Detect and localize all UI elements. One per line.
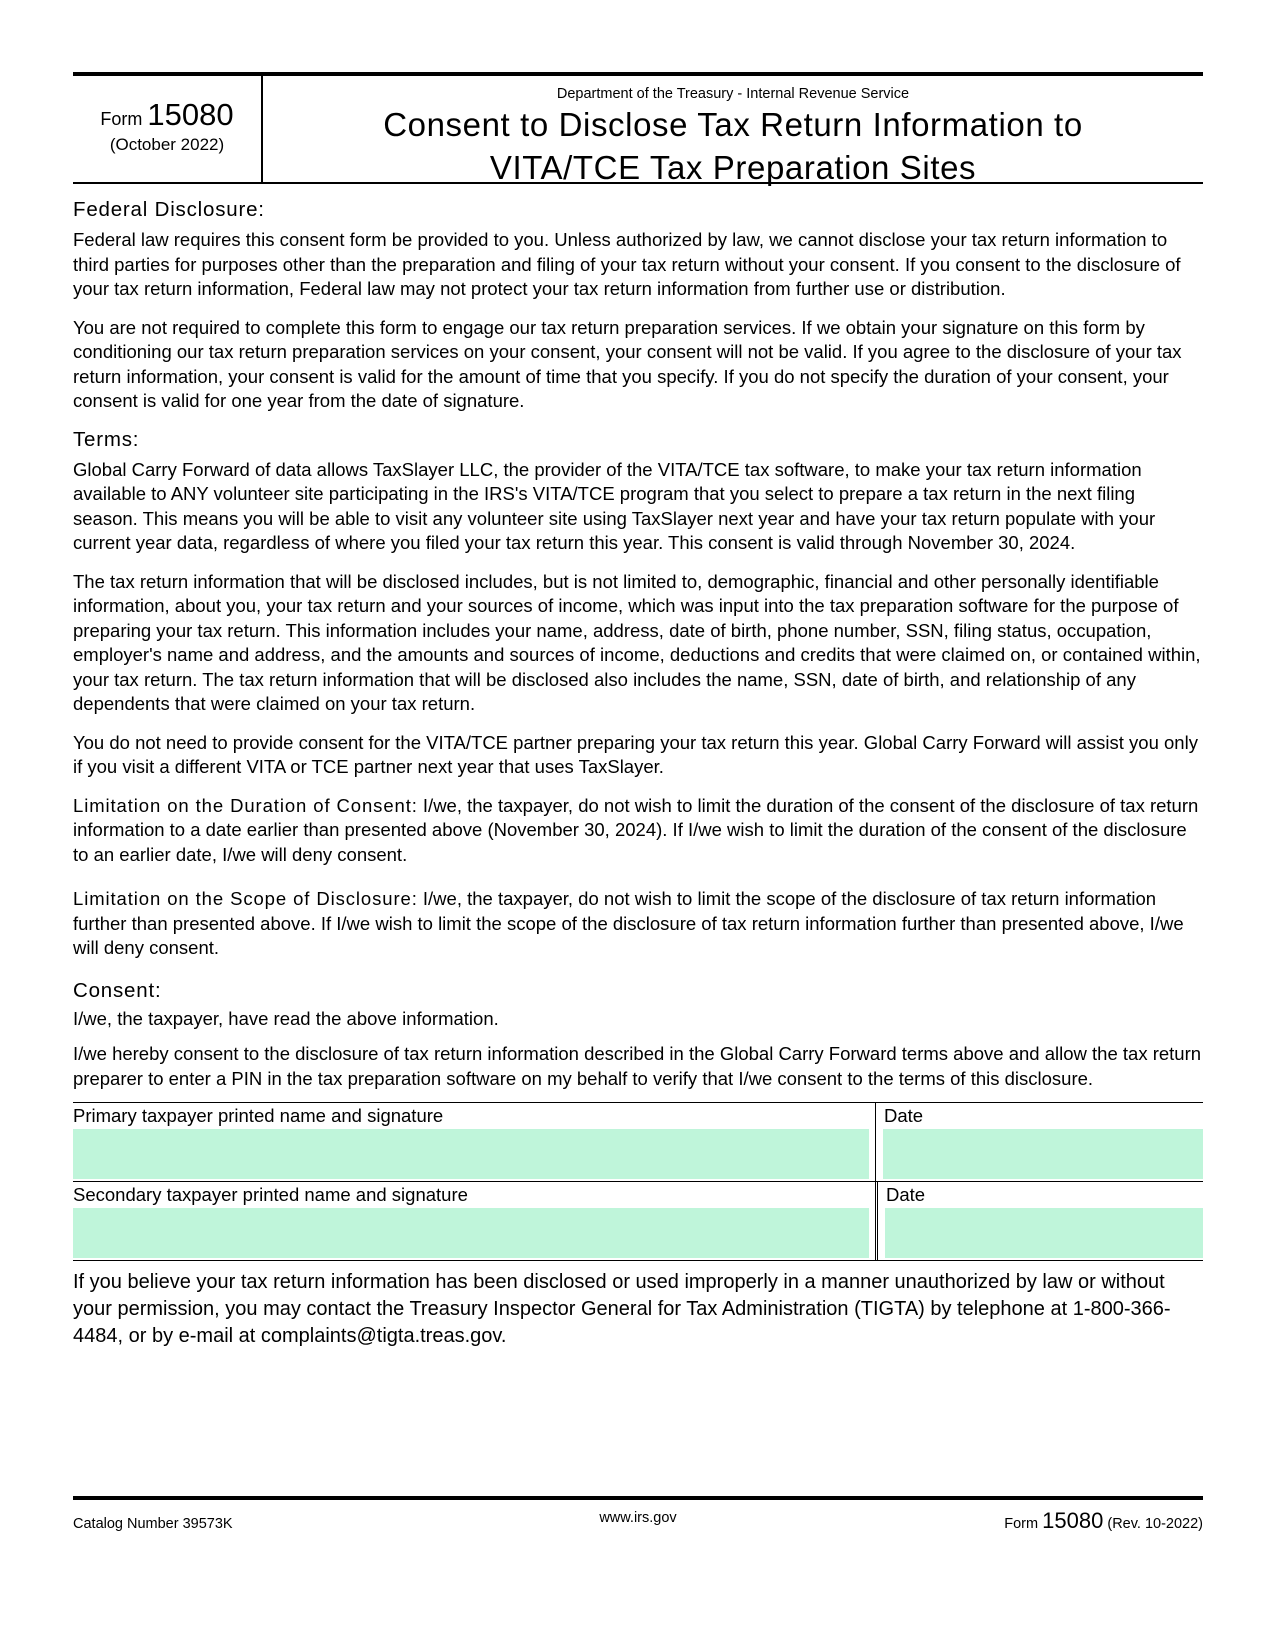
form-number: 15080 [147, 97, 234, 132]
federal-disclosure-heading: Federal Disclosure: [73, 198, 265, 221]
terms-heading: Terms: [73, 427, 140, 451]
federal-paragraph-2: You are not required to complete this form to engage our tax return preparation services. If we obtain your signature on this form by conditioning our tax return preparation services on your consent, your consent will not be valid. If you agree to the disclosure of your tax return information, your consent is valid for the amount of time that you specify. If you do not specify the duration of your consent, your consent is valid for one year from the date of signature. [73, 316, 1182, 411]
duration-limitation [73, 794, 1203, 868]
tigta-notice: If you believe your tax return information has been disclosed or used improperly in a manner unauthorized by law or without your permission, you may contact the Treasury Inspector General for Tax Administration (TIGTA) by telephone at 1-800-366-4484, or by e-mail at complaints@tigta.treas.gov. [73, 1271, 1171, 1347]
website: www.irs.gov [599, 1510, 677, 1526]
primary-signature-cell [73, 1103, 876, 1181]
form-date: (October 2022) [109, 135, 225, 154]
form-word: Form [100, 109, 143, 129]
duration-limitation-heading: Limitation on the Duration of Consent: [73, 794, 418, 816]
terms-paragraph-3: You do not need to provide consent for the VITA/TCE partner preparing your tax return this year. Global Carry Forward will assist you only if you visit a different VITA or TCE partner next year that uses TaxSlayer. [73, 731, 1198, 777]
scope-limitation-heading: Limitation on the Scope of Disclosure: [73, 888, 418, 909]
footer-form-number: 15080 [1042, 1508, 1104, 1533]
primary-date-cell [876, 1103, 1203, 1181]
consent-paragraph-1: I/we, the taxpayer, have read the above information. [73, 1007, 499, 1029]
secondary-date-field[interactable] [885, 1208, 1203, 1258]
primary-date-label: Date [884, 1105, 924, 1126]
primary-signature-row [73, 1103, 1203, 1182]
form-page [73, 72, 1203, 1350]
agency-name: Department of the Treasury - Internal Revenue Service [556, 86, 910, 102]
form-title-line2: VITA/TCE Tax Preparation Sites [489, 149, 977, 186]
federal-paragraph-1: Federal law requires this consent form be provided to you. Unless authorized by law, we cannot disclose your tax return information to third parties for purposes other than the preparation and filing of your tax return without your consent. If you consent to the disclosure of your tax return information, Federal law may not protect your tax return information from further use or distribution. [73, 229, 1181, 299]
footer-form-word: Form [1004, 1516, 1039, 1532]
consent-heading: Consent: [73, 978, 162, 1002]
primary-date-field[interactable] [883, 1129, 1203, 1179]
consent-paragraph-2: I/we hereby consent to the disclosure of tax return information described in the Global Carry Forward terms above and allow the tax return preparer to enter a PIN in the tax preparation software on my behalf to verify that I/we consent to the terms of this disclosure. [73, 1043, 1202, 1089]
scope-limitation-text: I/we, the taxpayer, do not wish to limit the scope of the disclosure of tax return information further than presented above. If I/we wish to limit the scope of the disclosure of tax return information further than presented above, I/we will deny consent. [73, 888, 1184, 958]
secondary-signature-label: Secondary taxpayer printed name and signature [73, 1184, 468, 1205]
title-block [263, 76, 1203, 186]
secondary-signature-field[interactable] [73, 1208, 869, 1258]
form-title-line1: Consent to Disclose Tax Return Information to [383, 106, 1083, 143]
form-header [73, 72, 1203, 184]
secondary-date-label: Date [886, 1184, 926, 1205]
signature-table [73, 1102, 1203, 1261]
scope-limitation [73, 887, 1203, 961]
form-identifier [73, 76, 263, 182]
form-footer [73, 1496, 1203, 1534]
secondary-signature-cell [73, 1182, 878, 1260]
terms-paragraph-2: The tax return information that will be disclosed includes, but is not limited to, demographic, financial and other personally identifiable information, about you, your tax return and your sources of income, which was input into the tax preparation software for the purpose of preparing your tax return. This information includes your name, address, date of birth, phone number, SSN, filing status, occupation, employer's name and address, and the amounts and sources of income, deductions and credits that were claimed on, or contained within, your tax return. The tax return information that will be disclosed also includes the name, SSN, date of birth, and relationship of any dependents that were claimed on your tax return. [73, 570, 1201, 714]
terms-paragraph-1: Global Carry Forward of data allows TaxSlayer LLC, the provider of the VITA/TCE tax software, to make your tax return information available to ANY volunteer site participating in the IRS's VITA/TCE program that you select to prepare a tax return in the next filing season. This means you will be able to visit any volunteer site using TaxSlayer next year and have your tax return populate with your current year data, regardless of where you filed your tax return this year. This consent is valid through November 30, 2024. [73, 458, 1156, 553]
duration-limitation-text: I/we, the taxpayer, do not wish to limit the duration of the consent of the disclosure of tax return information to a date earlier than presented above (November 30, 2024). If I/we wish to limit the duration of the consent of the disclosure to an earlier date, I/we will deny consent. [73, 794, 1199, 865]
footer-revision: (Rev. 10-2022) [1107, 1516, 1203, 1532]
primary-signature-field[interactable] [73, 1129, 869, 1179]
primary-signature-label: Primary taxpayer printed name and signature [73, 1105, 444, 1126]
secondary-signature-row [73, 1182, 1203, 1261]
catalog-number: Catalog Number 39573K [73, 1516, 233, 1532]
secondary-date-cell [878, 1182, 1203, 1260]
form-number-line [100, 97, 233, 133]
